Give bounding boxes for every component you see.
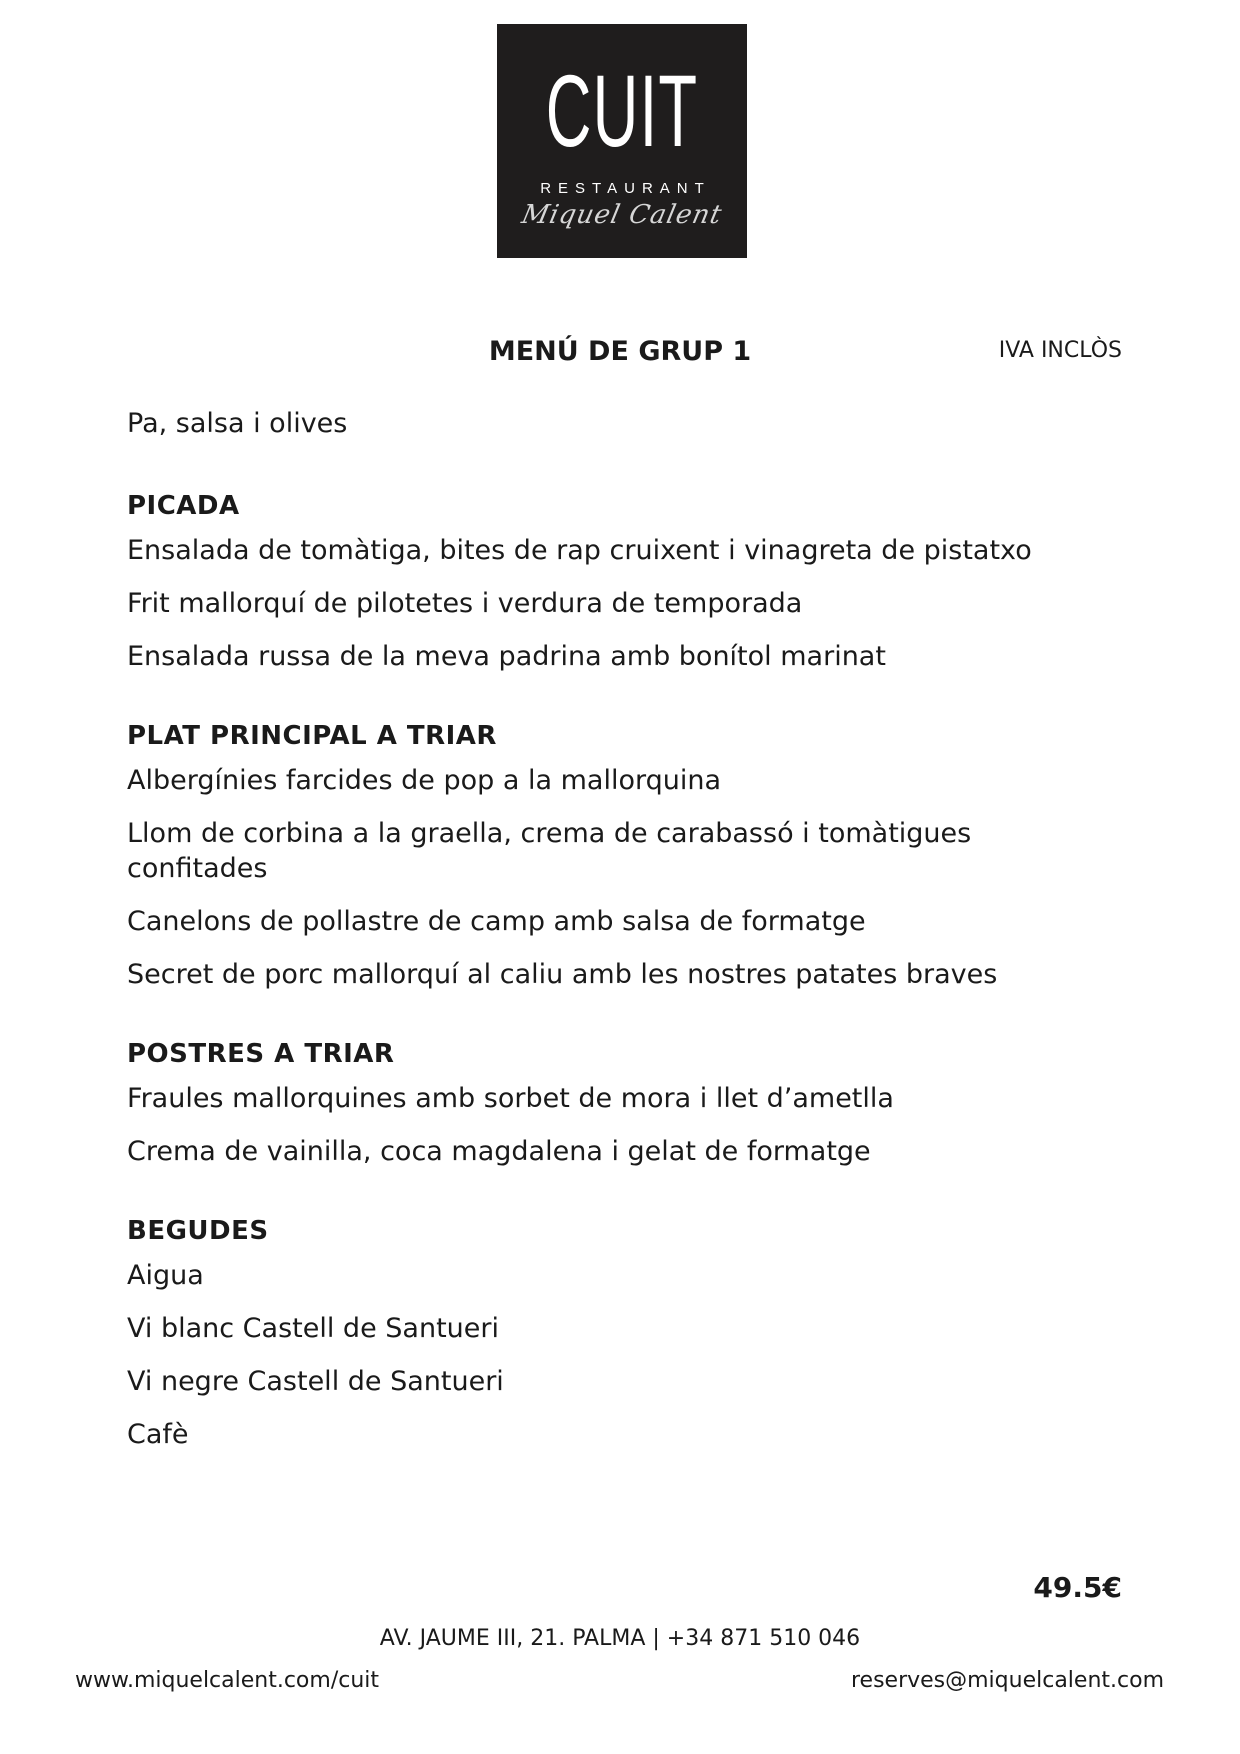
footer-website-link[interactable]: www.miquelcalent.com/cuit <box>75 1668 380 1693</box>
section-title: POSTRES A TRIAR <box>127 1039 395 1069</box>
section-plat-principal <box>127 719 1117 992</box>
section-title: PICADA <box>127 491 240 521</box>
logo-signature: Miquel Calent <box>519 200 725 230</box>
menu-item: Secret de porc mallorquí al caliu amb les nostres patates braves <box>127 959 998 990</box>
footer-address: AV. JAUME III, 21. PALMA | +34 871 510 046 <box>379 1626 861 1651</box>
menu-item: Crema de vainilla, coca magdalena i gelat de formatge <box>127 1136 871 1167</box>
menu-item: Vi negre Castell de Santueri <box>127 1366 504 1397</box>
menu-item: Cafè <box>127 1419 189 1450</box>
menu-item: Aigua <box>127 1260 204 1291</box>
section-picada <box>127 489 1117 674</box>
restaurant-logo <box>497 24 747 258</box>
menu-item: Llom de corbina a la graella, crema de carabassó i tomàtigues confitades <box>127 818 972 884</box>
menu-intro: Pa, salsa i olives <box>127 408 348 439</box>
section-postres <box>127 1037 1117 1169</box>
footer-email-link[interactable]: reserves@miquelcalent.com <box>850 1668 1164 1693</box>
logo-wordmark: CUIT <box>545 54 699 168</box>
menu-item: Frit mallorquí de pilotetes i verdura de temporada <box>127 588 803 619</box>
tax-note: IVA INCLÒS <box>998 338 1122 363</box>
menu-body <box>127 404 1117 1497</box>
section-title: BEGUDES <box>127 1216 269 1246</box>
logo-subtitle: RESTAURANT <box>540 180 711 197</box>
menu-item: Ensalada de tomàtiga, bites de rap cruixent i vinagreta de pistatxo <box>127 535 1032 566</box>
menu-title: MENÚ DE GRUP 1 <box>488 336 752 367</box>
section-title: PLAT PRINCIPAL A TRIAR <box>127 721 497 751</box>
menu-item: Ensalada russa de la meva padrina amb bonítol marinat <box>127 641 886 672</box>
menu-item: Canelons de pollastre de camp amb salsa de formatge <box>127 906 866 937</box>
menu-price: 49.5€ <box>1033 1571 1122 1604</box>
menu-item: Albergínies farcides de pop a la mallorquina <box>127 765 722 796</box>
section-begudes <box>127 1214 1117 1452</box>
menu-item: Fraules mallorquines amb sorbet de mora i llet d’ametlla <box>127 1083 894 1114</box>
menu-item: Vi blanc Castell de Santueri <box>127 1313 499 1344</box>
